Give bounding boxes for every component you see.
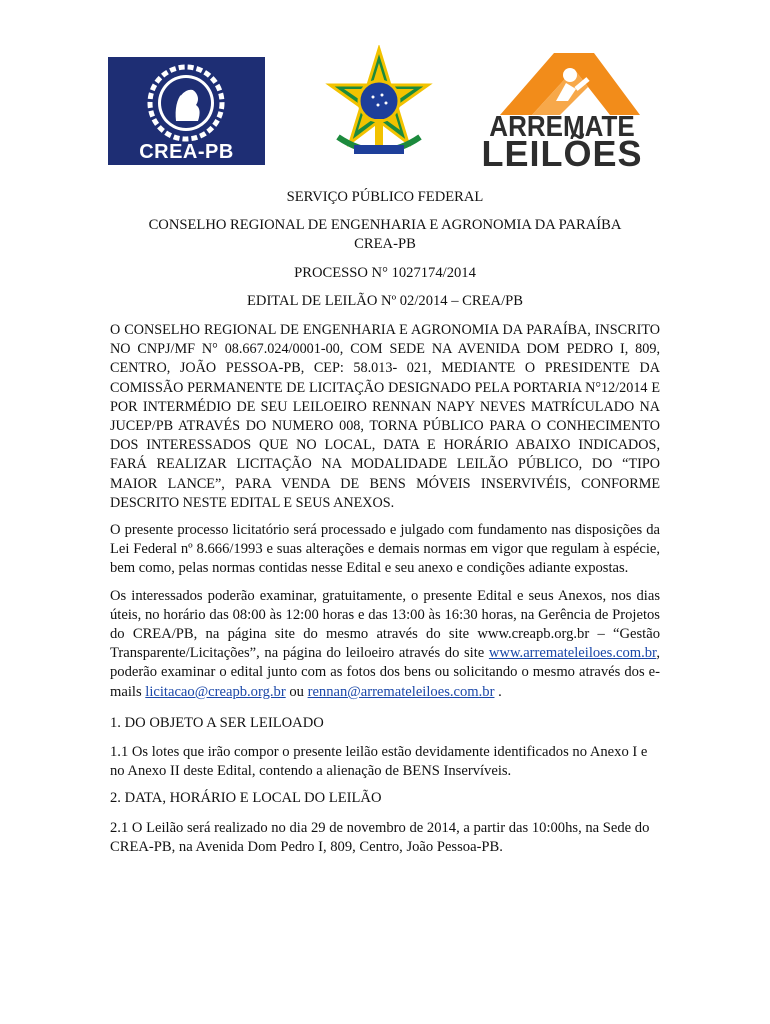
crea-email-link[interactable]: licitacao@creapb.org.br [145, 683, 286, 700]
logo-bar [0, 45, 770, 174]
section-2-title: 2. DATA, HORÁRIO E LOCAL DO LEILÃO [110, 790, 382, 807]
paragraph-examination-text-a: Os interessados poderão examinar, gratuitamente, o presente Edital e seus Anexos, nos dias úteis, no horário das 08:00 às 12:00 horas e das 13:00 às 16:30 horas, na Gerência de Projetos do CREA/PB, na página site do mesmo através do site www.creapb.org.br – “Gestão Transparente/Licitações”, na página do leiloeiro através do site [110, 587, 660, 662]
paragraph-examination [110, 587, 660, 702]
section-1-title: 1. DO OBJETO A SER LEILOADO [110, 714, 324, 731]
rennan-email-link[interactable]: rennan@arremateleiloes.com.br [307, 683, 495, 700]
crea-seal-icon [146, 63, 226, 143]
crea-pb-logo [108, 57, 265, 165]
section-2-1-text: 2.1 O Leilão será realizado no dia 29 de novembro de 2014, a partir das 10:00hs, na Sede do CREA-PB, na Avenida Dom Pedro I, 809, Centro, João Pessoa-PB. [110, 819, 650, 855]
section-1-1-text: 1.1 Os lotes que irão compor o presente leilão estão devidamente identificados no Anexo I e no Anexo II deste Edital, contendo a alienação de BENS Inservíveis. [110, 744, 648, 780]
arremate-website-link[interactable]: www.arremateleiloes.com.br [488, 645, 657, 662]
header-line-3: CREA-PB [354, 236, 416, 253]
processo-number: PROCESSO N° 1027174/2014 [294, 264, 476, 281]
header-line-2: CONSELHO REGIONAL DE ENGENHARIA E AGRONOMIA DA PARAÍBA [148, 217, 622, 234]
arremate-logo-line1: ARREMATE [489, 109, 635, 143]
crea-logo-text: CREA-PB [139, 141, 234, 163]
paragraph-examination-text-b: , poderão examinar o edital junto com as fotos dos bens ou solicitando o mesmo através dos e-mails [110, 645, 660, 700]
paragraph-examination-text-c: ou [289, 683, 304, 700]
intro-paragraph: O CONSELHO REGIONAL DE ENGENHARIA E AGRONOMIA DA PARAÍBA, INSCRITO NO CNPJ/MF N° 08.667.024/0001-00, COM SEDE NA AVENIDA DOM PEDRO I, 809, CENTRO, JOÃO PESSOA-PB, CEP: 58.013- 021, MEDIANTE O PRESIDENTE DA COMISSÃO PERMANENTE DE LICITAÇÃO DESIGNADO PELA PORTARIA N°12/2014 E POR INTERMÉDIO DE SEU LEILOEIRO RENNAN NAPY NEVES MATRÍCULADO NA JUCEP/PB ATRAVÉS DO NUMERO 008, TORNA PÚBLICO PARA O CONHECIMENTO DOS INTERESSADOS QUE NO LOCAL, DATA E HORÁRIO ABAIXO INDICADOS, FARÁ REALIZAR LICITAÇÃO NA MODALIDADE LEILÃO PÚBLICO, DO “TIPO MAIOR LANCE”, PARA VENDA DE BENS MÓVEIS INSERVIVÉIS, CONFORME DESCRITO NESTE EDITAL E SEUS ANEXOS. [110, 322, 660, 511]
paragraph-legal-basis: O presente processo licitatório será processado e julgado com fundamento nas disposições da Lei Federal nº 8.666/1993 e suas alterações e demais normas em vigor que regulam à espécie, bem como, pelas normas contidas nesse Edital e seu anexo e condições adiante expostas. [110, 522, 660, 577]
brasil-coat-of-arms-icon [318, 45, 440, 167]
paragraph-examination-text-d: . [494, 683, 502, 700]
header-line-1: SERVIÇO PÚBLICO FEDERAL [286, 189, 484, 205]
arremate-leiloes-logo [472, 49, 652, 174]
edital-title: EDITAL DE LEILÃO Nº 02/2014 – CREA/PB [246, 292, 524, 309]
arremate-logo-line2: LEILÕES [481, 133, 643, 174]
document-body [110, 188, 660, 865]
